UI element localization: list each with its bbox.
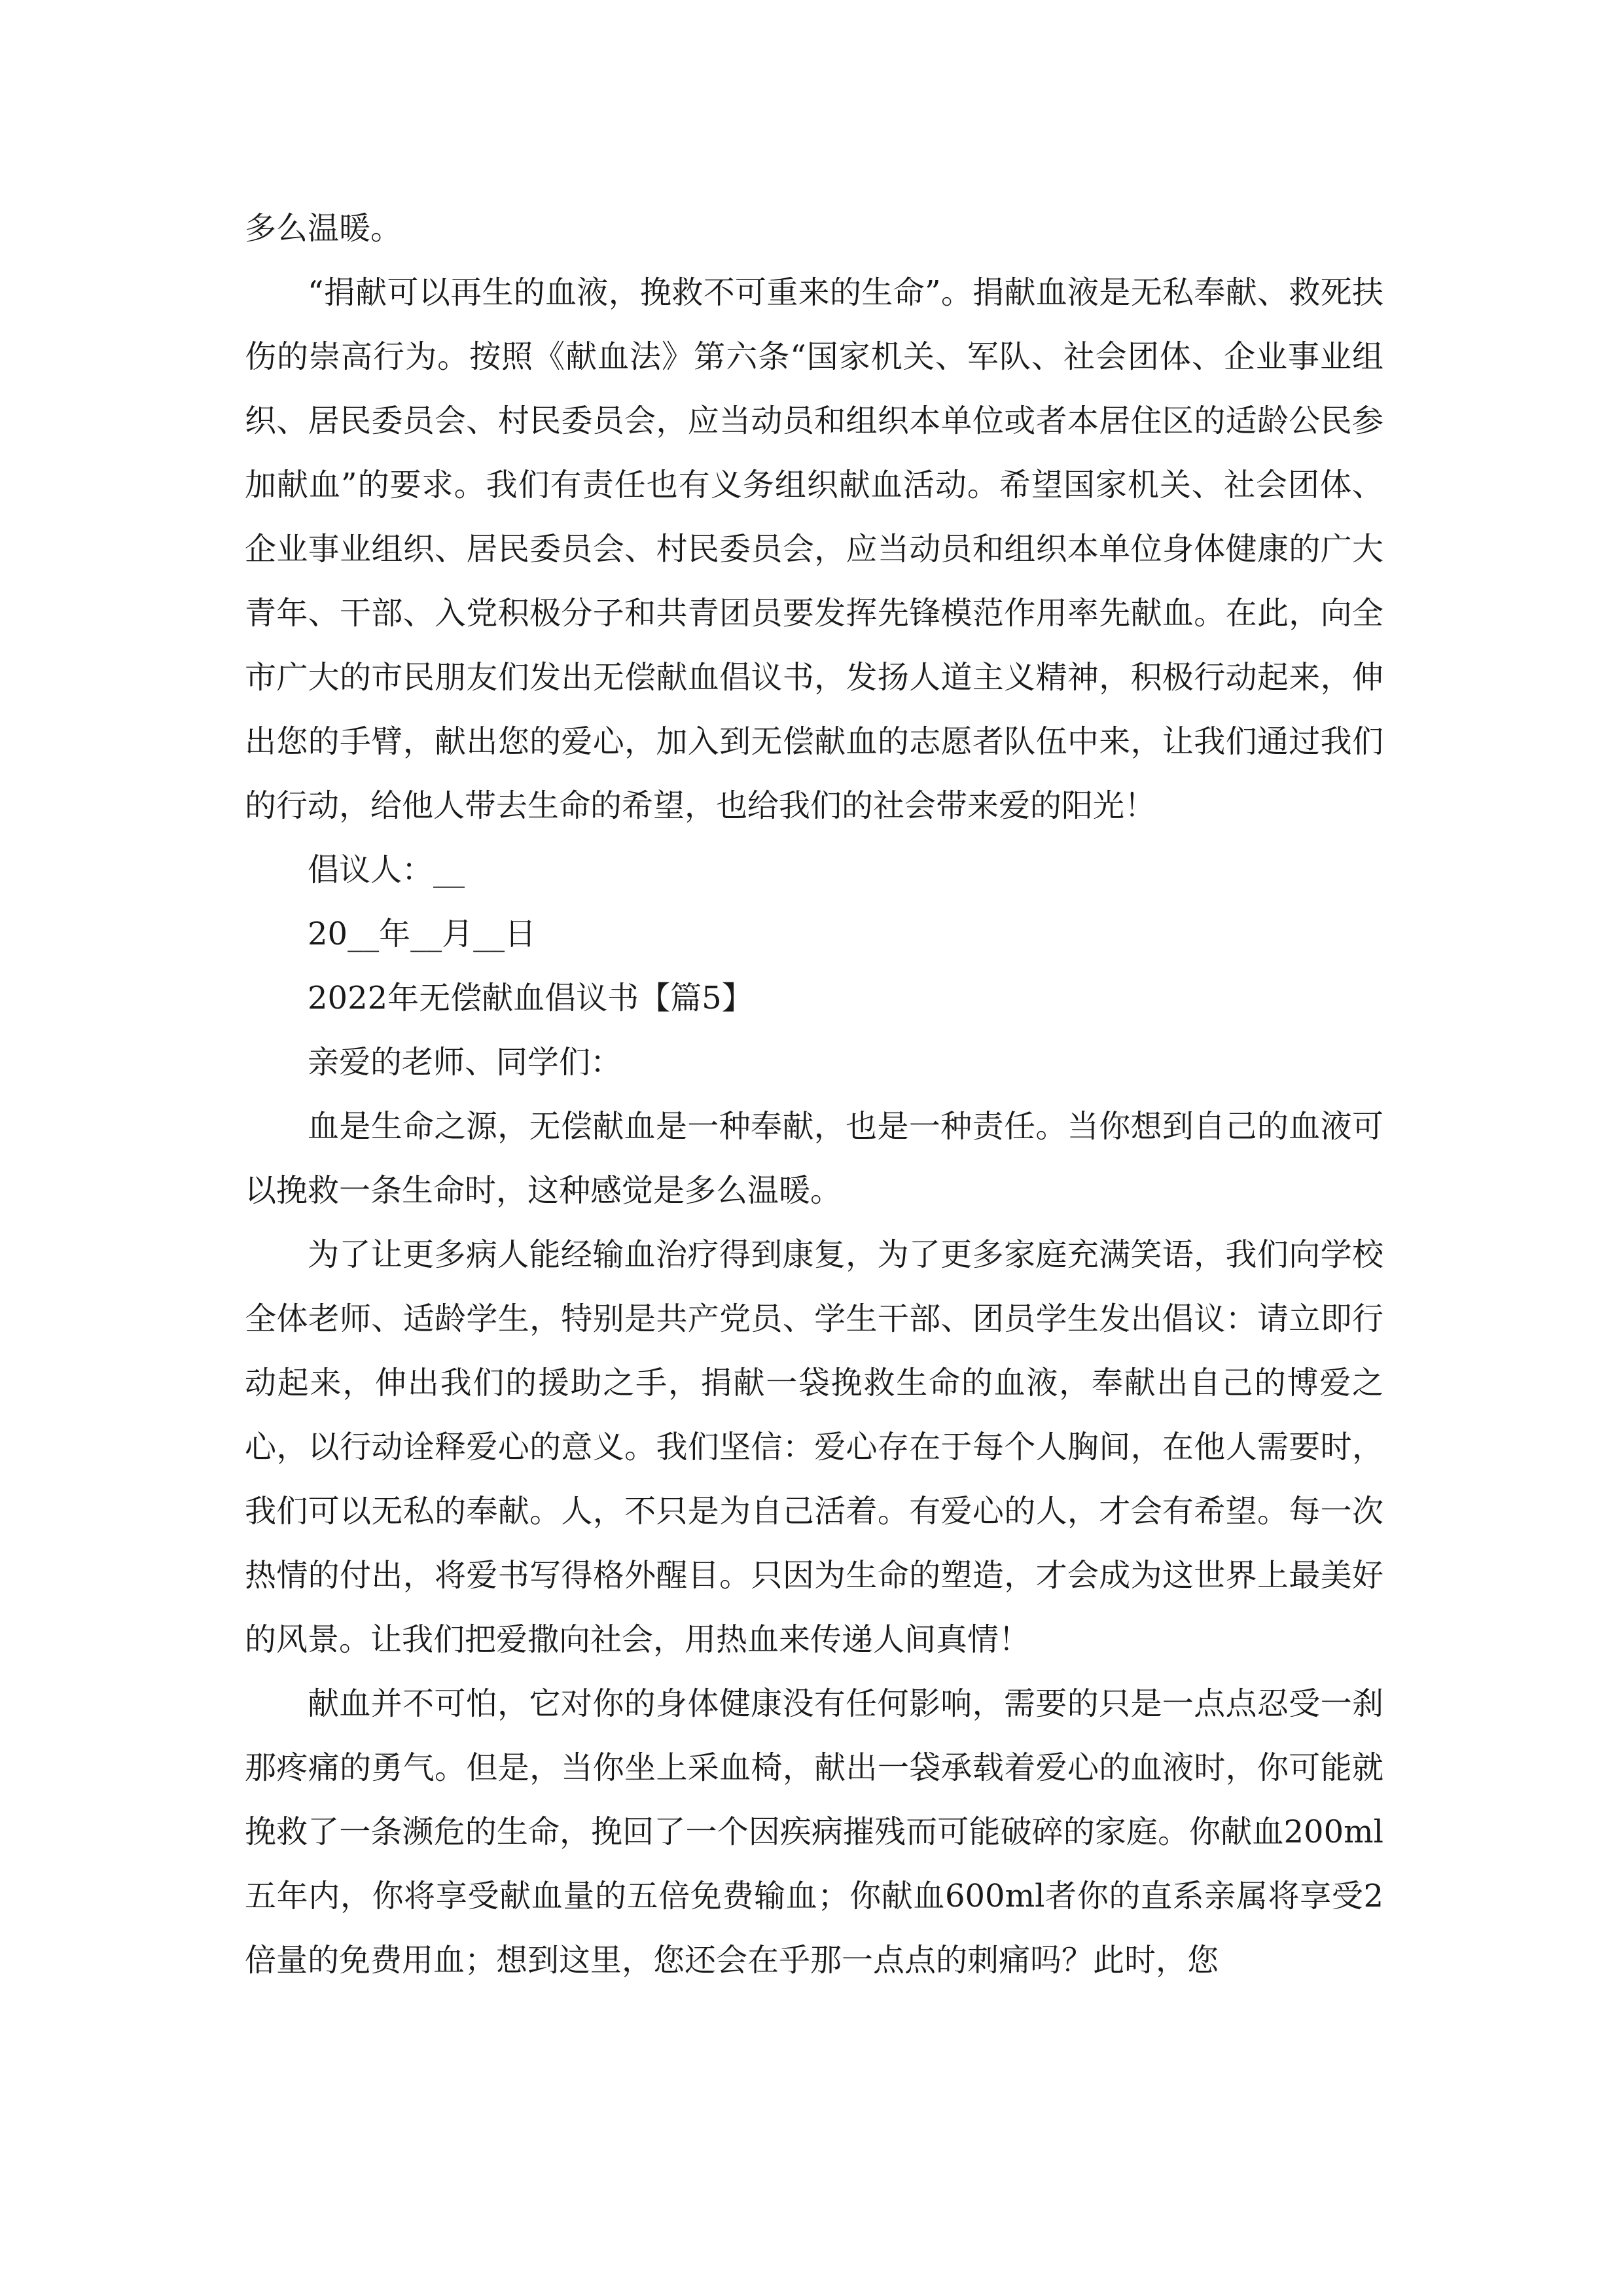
paragraph-not-scary: 献血并不可怕，它对你的身体健康没有任何影响，需要的只是一点点忍受一刹那疼痛的勇气。但是，当你坐上采血椅，献出一袋承载着爱心的血液时，你可能就挽救了一条濒危的生命，挽回了一个因疾病摧残而可能破碎的家庭。你献血200ml五年内，你将享受献血量的五倍免费输血；你献血600ml者你的直系亲属将享受2倍量的免费用血；想到这里，您还会在乎那一点点的刺痛吗？此时，您 <box>245 1685 1383 1979</box>
paragraph-continuation: 多么温暖。 <box>245 210 402 247</box>
signature-line: 倡议人：__ <box>308 852 465 888</box>
salutation: 亲爱的老师、同学们： <box>308 1044 622 1081</box>
paragraph-blood-source: 血是生命之源，无偿献血是一种奉献，也是一种责任。当你想到自己的血液可以挽救一条生命时，这种感觉是多么温暖。 <box>245 1108 1383 1209</box>
document-body <box>245 196 1383 1992</box>
paragraph-donation-law: “捐献可以再生的血液，挽救不可重来的生命”。捐献血液是无私奉献、救死扶伤的崇高行为。按照《献血法》第六条“国家机关、军队、社会团体、企业事业组织、居民委员会、村民委员会，应当动员和组织本单位或者本居住区的适龄公民参加献血”的要求。我们有责任也有义务组织献血活动。希望国家机关、社会团体、企业事业组织、居民委员会、村民委员会，应当动员和组织本单位身体健康的广大青年、干部、入党积极分子和共青团员要发挥先锋模范作用率先献血。在此，向全市广大的市民朋友们发出无偿献血倡议书，发扬人道主义精神，积极行动起来，伸出您的手臂，献出您的爱心，加入到无偿献血的志愿者队伍中来，让我们通过我们的行动，给他人带去生命的希望，也给我们的社会带来爱的阳光！ <box>245 274 1383 824</box>
paragraph-proposal: 为了让更多病人能经输血治疗得到康复，为了更多家庭充满笑语，我们向学校全体老师、适龄学生，特别是共产党员、学生干部、团员学生发出倡议：请立即行动起来，伸出我们的援助之手，捐献一袋挽救生命的血液，奉献出自己的博爱之心，以行动诠释爱心的意义。我们坚信：爱心存在于每个人胸间，在他人需要时，我们可以无私的奉献。人，不只是为自己活着。有爱心的人，才会有希望。每一次热情的付出，将爱书写得格外醒目。只因为生命的塑造，才会成为这世界上最美好的风景。让我们把爱撒向社会，用热血来传递人间真情！ <box>245 1236 1383 1658</box>
date-line: 20__年__月__日 <box>308 916 537 952</box>
section-heading: 2022年无偿献血倡议书【篇5】 <box>308 980 753 1016</box>
